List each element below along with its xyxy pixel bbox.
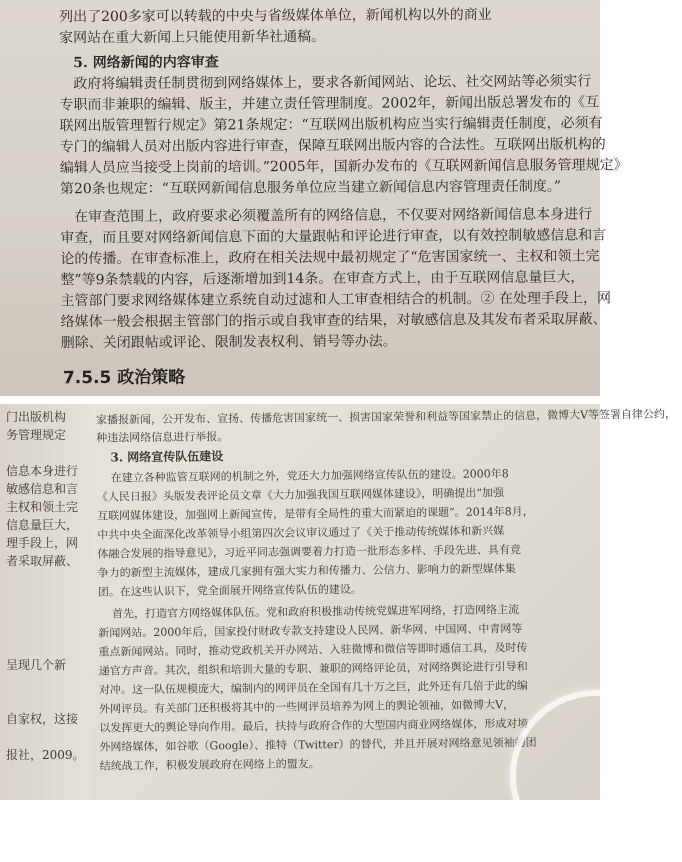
text-line: 家网站在重大新闻上只能使用新华社通稿。 bbox=[59, 28, 326, 47]
text-line: 《人民日报》头版发表评论员文章《大力加强我国互联网媒体建设》，明确提出“加强 bbox=[96, 486, 505, 504]
edge-text-line: 理手段上，网 bbox=[6, 536, 79, 550]
edge-text-line: 敏感信息和言 bbox=[6, 482, 79, 496]
edge-text-line: 者采取屏蔽、 bbox=[6, 554, 79, 568]
text-line: 体融合发展的指导意见》，习近平同志强调要着力打造一批形态多样、手段先进、具有竞 bbox=[97, 543, 522, 561]
text-line: 新闻网站。2000年后，国家投付财政专款支持建设人民网、新华网、中国网、中青网等 bbox=[98, 622, 523, 640]
edge-text-line: 自家权，这接 bbox=[6, 712, 79, 726]
text-line: 第20条也规定：“互联网新闻信息服务单位应当建立新闻信息内容管理责任制度。” bbox=[59, 178, 562, 198]
text-line: 结统战工作，积极发展政府在网络上的盟友。 bbox=[99, 757, 320, 773]
edge-text-line: 信息本身进行 bbox=[6, 464, 79, 478]
text-line: 争力的新型主流媒体，建成几家拥有强大实力和传播力、公信力、影响力的新型媒体集 bbox=[97, 562, 516, 580]
text-line: 审查，而且要对网络新闻信息下面的大量跟帖和评论进行审查，以有效控制敏感信息和言 bbox=[60, 227, 607, 247]
text-line: 外网络媒体，如谷歌（Google）、推特（Twitter）的替代，并且开展对网络意见领袖的团 bbox=[99, 735, 537, 754]
text-line: 在审查范围上，政府要求必须覆盖所有的网络信息，不仅要对网络新闻信息本身进行 bbox=[74, 206, 593, 226]
text-line: 整”等9条禁载的内容，后逐渐增加到14条。在审查方式上，由于互联网信息量巨大， bbox=[60, 269, 585, 289]
text-line: 主管部门要求网络媒体建立系统自动过滤和人工审查相结合的机制。② 在处理手段上，网 bbox=[60, 290, 612, 310]
text-line: 对冲。这一队伍规模庞大，编制内的网评员在全国有几十万之巨，此外还有几倍于此的编 bbox=[98, 679, 528, 697]
text-line: 编辑人员应当接受上岗前的培训。”2005年，国新办发布的《互联网新闻信息服务管理规定》 bbox=[59, 157, 628, 177]
text-line: 递官方声音。其次，组织和培训大量的专职、兼职的网络评论员，对网络舆论进行引导和 bbox=[98, 660, 528, 678]
text-line: 首先，打造官方网络媒体队伍。党和政府积极推动传统党媒进军网络，打造网络主流 bbox=[112, 603, 520, 621]
text-line: 家播报新闻，公开发布、宣扬、传播危害国家统一、损害国家荣誉和利益等国家禁止的信息，微博大V等签署自律公约， bbox=[96, 407, 677, 427]
text-line: 中共中央全面深化改革领导小组第四次会议审议通过了《关于推动传统媒体和新兴媒 bbox=[97, 524, 505, 542]
text-line: 政府将编辑责任制贯彻到网络媒体上，要求各新闻网站、论坛、社交网站等必须实行 bbox=[73, 73, 592, 93]
text-line: 论的传播。在审查标准上，政府在相关法规中最初规定了“危害国家统一、主权和领土完 bbox=[60, 248, 600, 268]
edge-text-line: 呈现几个新 bbox=[6, 658, 67, 672]
text-line: 在建立各种监管互联网的机制之外，党还大力加强网络宣传队伍的建设。2000年8 bbox=[110, 467, 509, 485]
text-line: 互联网媒体建设，加强网上新闻宣传，是带有全局性的重大而紧迫的课题”。2014年8月， bbox=[97, 505, 534, 523]
text-line: 团。在这些认识下，党全面展开网络宣传队伍的建设。 bbox=[97, 582, 362, 599]
text-line: 重点新闻网站。同时，推动党政机关开办网站、入驻微博和微信等即时通信工具，及时传 bbox=[98, 641, 528, 659]
subsection-heading: 3. 网络宣传队伍建设 bbox=[110, 449, 224, 465]
edge-text-line: 报社，2009。 bbox=[6, 748, 85, 762]
edge-text-line: 信息量巨大， bbox=[6, 518, 79, 532]
text-line: 联网出版管理暂行规定》第21条规定：“互联网出版机构应当实行编辑责任制度，必须有 bbox=[59, 115, 603, 135]
top-book-page bbox=[0, 0, 628, 398]
edge-text-line: 主权和领土完 bbox=[6, 500, 79, 514]
top-page-photo bbox=[0, 0, 628, 396]
text-line: 以发挥更大的舆论导向作用。最后，扶持与政府合作的大型国内商业网络媒体，形成对境 bbox=[99, 717, 529, 735]
text-line: 种违法网络信息进行举报。 bbox=[96, 430, 229, 445]
previous-page-edge bbox=[0, 404, 90, 800]
subsection-heading: 5. 网络新闻的内容审查 bbox=[73, 54, 219, 72]
text-line: 列出了200多家可以转载的中央与省级媒体单位，新闻机构以外的商业 bbox=[59, 6, 492, 26]
text-line: 删除、关闭跟帖或评论、限制发表权利、销号等办法。 bbox=[60, 333, 397, 352]
light-reflection bbox=[510, 690, 682, 862]
edge-text-line: 门出版机构 bbox=[6, 410, 67, 424]
edge-text-line: 务管理规定 bbox=[6, 428, 67, 442]
section-heading: 7.5.5 政治策略 bbox=[62, 367, 186, 389]
text-line: 专门的编辑人员对出版内容进行审查，保障互联网出版内容的合法性。互联网出版机构的 bbox=[59, 136, 606, 156]
text-line: 专职而非兼职的编辑、版主，并建立责任管理制度。2002年，新闻出版总署发布的《互 bbox=[59, 94, 600, 114]
text-line: 络媒体一般会根据主管部门的指示或自我审查的结果，对敏感信息及其发布者采取屏蔽、 bbox=[60, 311, 607, 331]
text-line: 外网评员。有关部门还积极将其中的一些网评员培养为网上的舆论领袖，如微博大V， bbox=[99, 698, 515, 716]
